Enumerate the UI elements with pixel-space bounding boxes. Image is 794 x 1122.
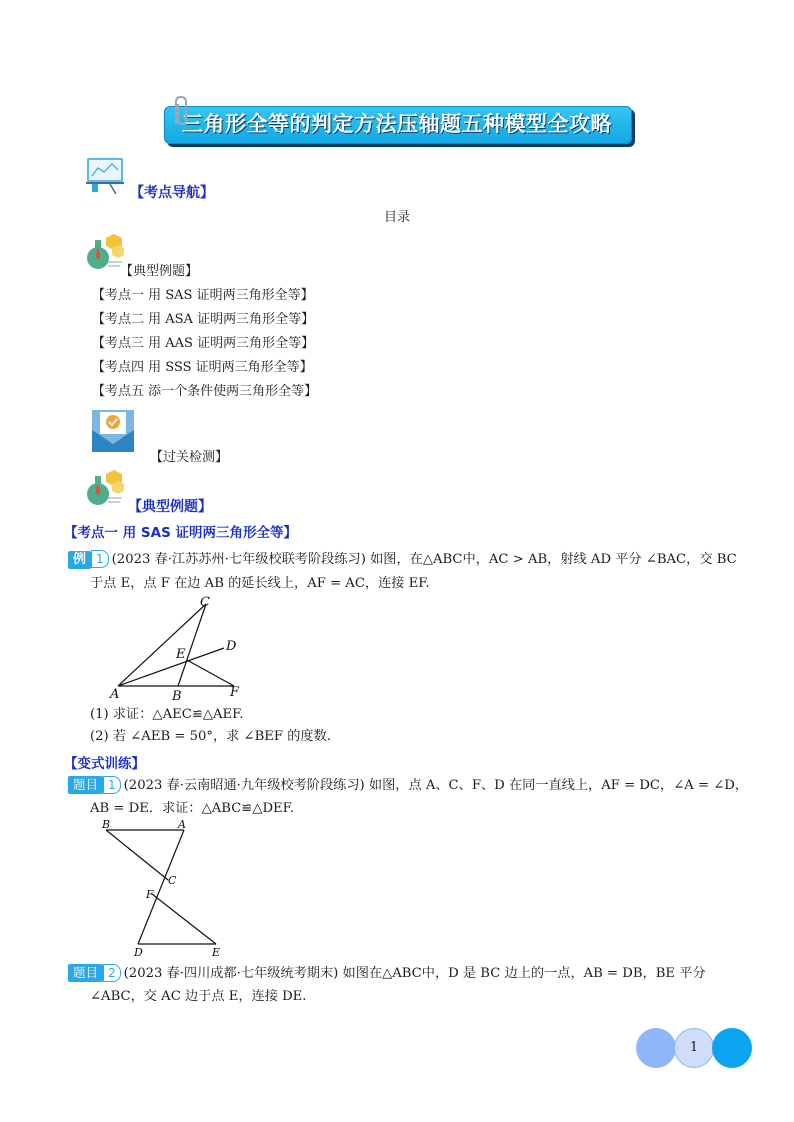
title-banner: [164, 106, 630, 142]
problem-2-badge: 题目: [68, 964, 103, 982]
example-1-line2: 于点 E，点 F 在边 AB 的延长线上，AF = AC，连接 EF.: [90, 576, 430, 591]
toc-item-2[interactable]: 【考点二 用 ASA 证明两三角形全等】: [92, 312, 315, 327]
figure-example-1: [108, 594, 258, 704]
toc-item-1[interactable]: 【考点一 用 SAS 证明两三角形全等】: [92, 288, 314, 303]
label-B2: B: [102, 818, 111, 831]
segment-BC: [106, 830, 168, 880]
example-1-q1: (1) 求证：△AEC≌△AEF.: [90, 707, 244, 722]
page-title: 三角形全等的判定方法压轴题五种模型全攻略: [182, 112, 612, 136]
page-circle-right: [712, 1028, 752, 1068]
problem-1-line2: AB = DE．求证：△ABC≌△DEF.: [90, 801, 294, 816]
segment-AD: [138, 830, 184, 944]
flask-icon-2: [84, 470, 126, 508]
label-E2: E: [212, 946, 221, 958]
label-A: A: [110, 687, 120, 702]
label-F: F: [230, 685, 240, 700]
problem-1-text-1: (2023 春·云南昭通·九年级校考阶段练习) 如图，点 A、C、F、D 在同一直线上，AF = DC，∠A = ∠D，: [123, 778, 749, 793]
checkmark-envelope-icon: [90, 408, 136, 454]
teaching-board-icon: [84, 156, 128, 196]
example-1-line1: [68, 549, 768, 571]
toc-check[interactable]: 【过关检测】: [150, 450, 229, 465]
problem-badge: 题目: [68, 776, 103, 794]
figure-problem-1: [98, 818, 228, 958]
label-B: B: [172, 689, 182, 704]
label-C: C: [200, 595, 210, 610]
example-badge: 例: [68, 551, 91, 569]
segment-AC: [118, 604, 206, 686]
example-1-q2: (2) 若 ∠AEB = 50°，求 ∠BEF 的度数.: [90, 729, 331, 744]
example-1-text-1: (2023 春·江苏苏州·七年级校联考阶段练习) 如图，在△ABC中，AC > AB，射线 AD 平分 ∠BAC，交 BC: [111, 552, 737, 567]
label-C2: C: [168, 874, 177, 887]
toc-label: 目录: [384, 210, 411, 225]
variant-heading: 【变式训练】: [64, 756, 145, 772]
label-F2: F: [146, 888, 154, 901]
section-typical: 【典型例题】: [128, 499, 212, 515]
ray-AD: [118, 648, 224, 686]
problem-1-number: 1: [103, 776, 121, 794]
page-number: 1: [674, 1028, 714, 1068]
problem-2-number: 2: [103, 964, 121, 982]
label-A2: A: [178, 818, 186, 831]
segment-EF: [187, 660, 234, 686]
toc-item-4[interactable]: 【考点四 用 SSS 证明两三角形全等】: [92, 360, 313, 375]
page-circle-left: [636, 1028, 676, 1068]
problem-1-line1: [68, 775, 778, 797]
problem-2-line2: ∠ABC，交 AC 边于点 E，连接 DE.: [90, 989, 307, 1004]
problem-2-text-1: (2023 春·四川成都·七年级统考期末) 如图在△ABC中，D 是 BC 边上的一点，AB = DB，BE 平分: [123, 966, 706, 981]
paperclip-icon: [170, 94, 192, 128]
example-number: 1: [91, 550, 109, 568]
label-D: D: [226, 639, 237, 654]
toc-item-3[interactable]: 【考点三 用 AAS 证明两三角形全等】: [92, 336, 315, 351]
nav-heading: 【考点导航】: [130, 185, 214, 201]
segment-FE: [152, 894, 216, 944]
label-D2: D: [134, 946, 143, 958]
problem-2-line1: [68, 963, 778, 985]
kaodian-1-heading: 【考点一 用 SAS 证明两三角形全等】: [64, 525, 297, 541]
label-E: E: [176, 647, 186, 662]
toc-item-5[interactable]: 【考点五 添一个条件使两三角形全等】: [92, 384, 318, 399]
toc-typical[interactable]: 【典型例题】: [120, 264, 199, 279]
